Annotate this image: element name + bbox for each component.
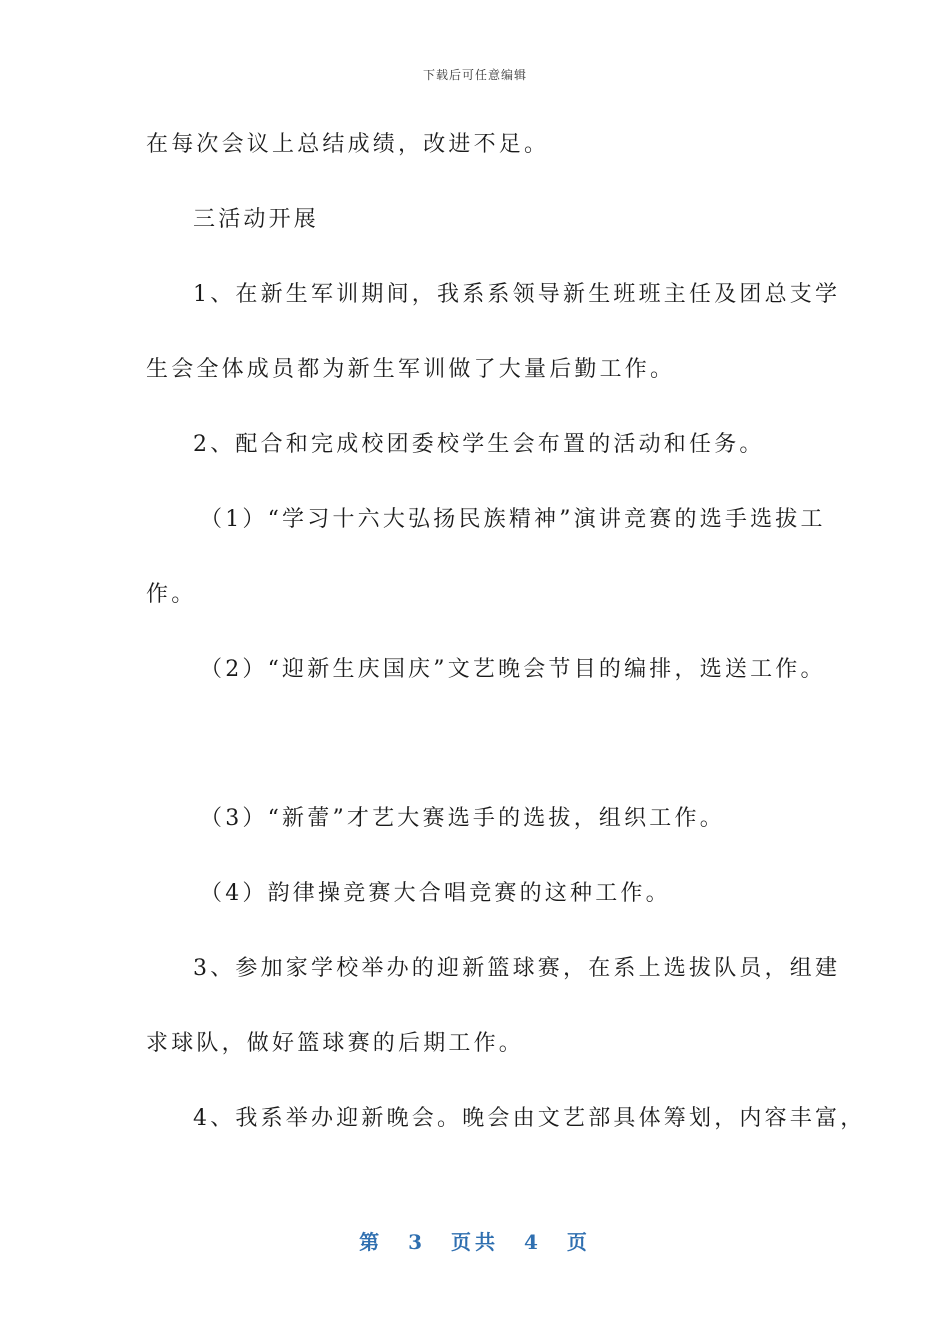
body-line-5: 2、配合和完成校团委校学生会布置的活动和任务。 <box>193 432 765 457</box>
body-line-11: 3、参加家学校举办的迎新篮球赛，在系上选拔队员，组建 <box>193 956 841 981</box>
body-line-3: 1、在新生军训期间，我系系领导新生班班主任及团总支学 <box>193 282 841 307</box>
body-line-13: 4、我系举办迎新晚会。晚会由文艺部具体筹划，内容丰富， <box>193 1106 866 1131</box>
body-line-7: 作。 <box>146 582 197 607</box>
body-line-8: （2）“迎新生庆国庆”文艺晚会节目的编排，选送工作。 <box>200 657 826 682</box>
body-line-10: （4）韵律操竞赛大合唱竞赛的这种工作。 <box>200 881 671 906</box>
section-heading: 三活动开展 <box>193 207 320 232</box>
body-line-12: 求球队，做好篮球赛的后期工作。 <box>146 1031 525 1056</box>
body-line-1: 在每次会议上总结成绩，改进不足。 <box>146 132 550 157</box>
body-line-9: （3）“新蕾”才艺大赛选手的选拔，组织工作。 <box>200 806 725 831</box>
body-line-6: （1）“学习十六大弘扬民族精神”演讲竞赛的选手选拔工 <box>200 507 826 532</box>
page-header-note: 下载后可任意编辑 <box>422 68 527 82</box>
body-line-4: 生会全体成员都为新生军训做了大量后勤工作。 <box>146 357 676 382</box>
page-number-footer: 第 3 页共 4 页 <box>359 1230 591 1254</box>
